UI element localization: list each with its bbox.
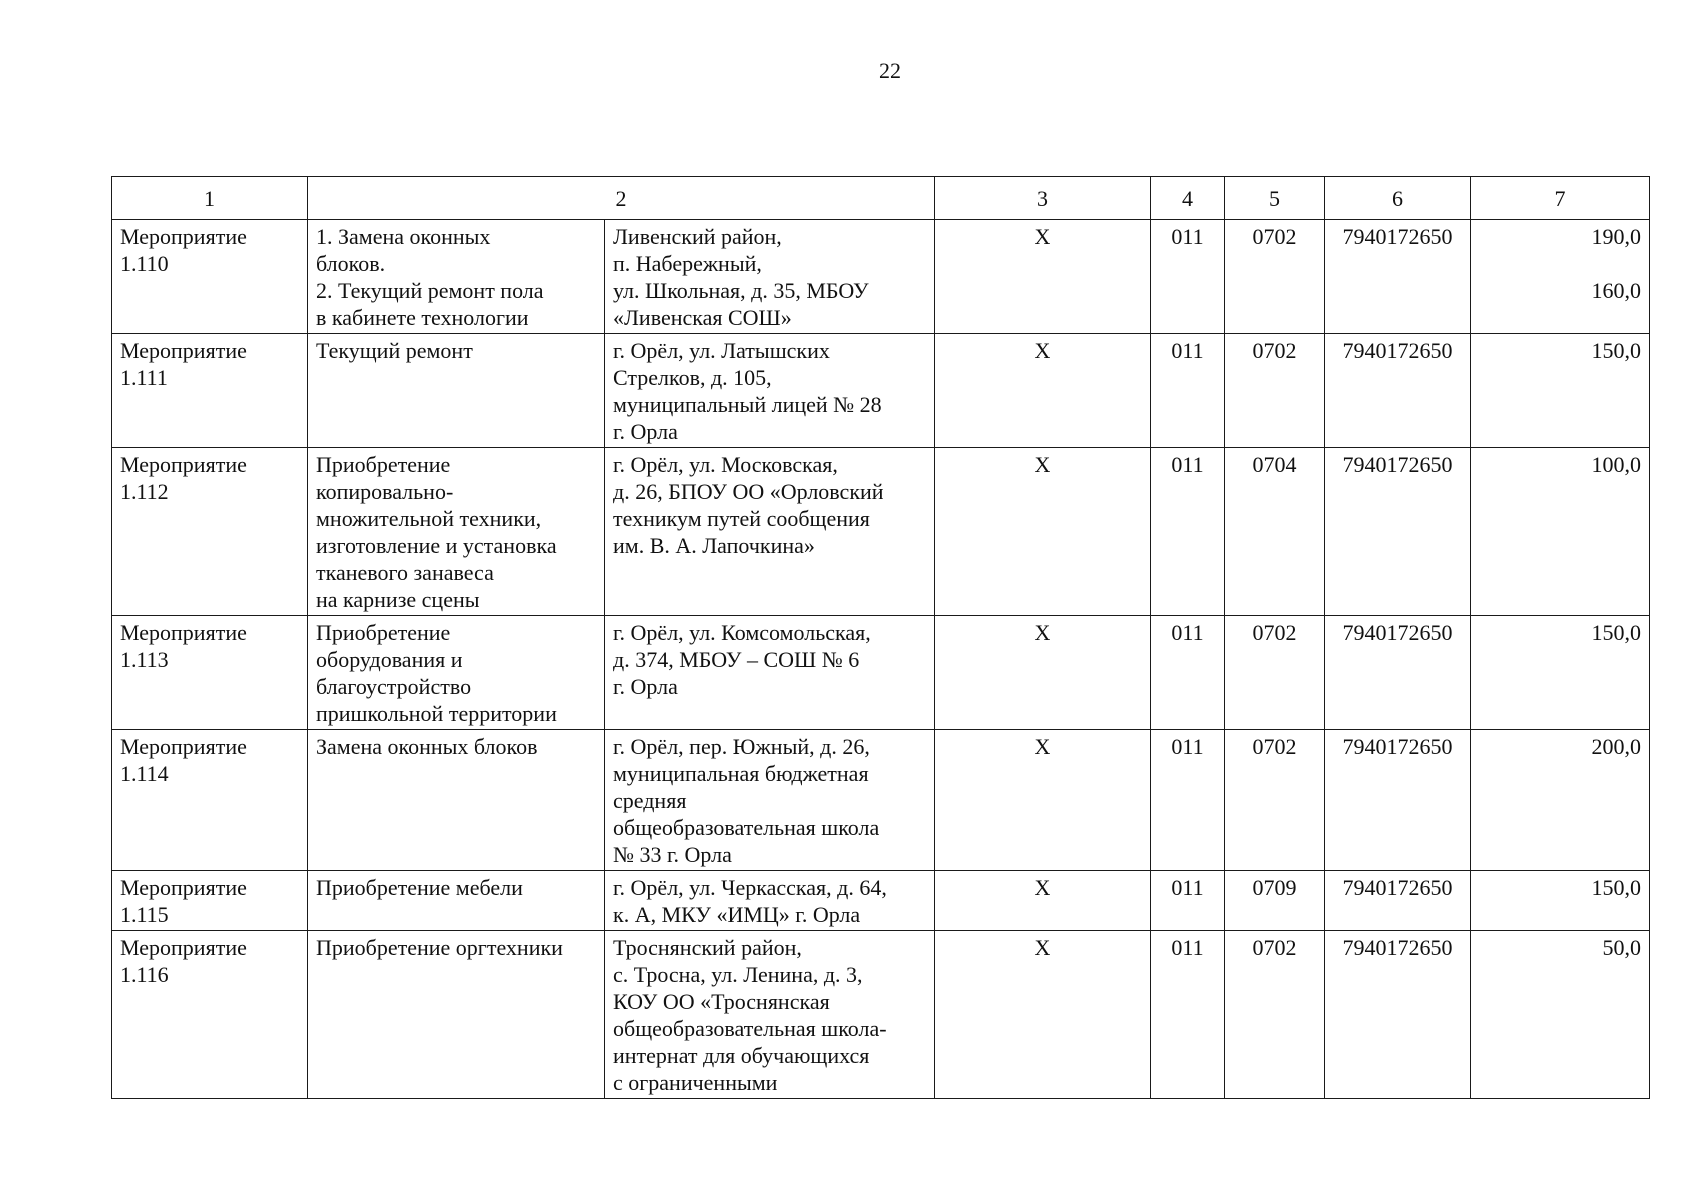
code-cell-4: 011 [1151,334,1225,448]
code-cell-4: 011 [1151,931,1225,1099]
code-cell-6: 7940172650 [1325,448,1471,616]
amount-value: 50,0 [1602,935,1641,960]
code-cell-5: 0702 [1225,616,1325,730]
amount-value: 150,0 [1591,620,1641,645]
x-cell: Х [935,448,1151,616]
amount-cell [1471,931,1650,1099]
work-cell: Замена оконных блоков [308,730,605,871]
code-cell-5: 0702 [1225,931,1325,1099]
amount-cell [1471,220,1650,334]
x-cell: Х [935,730,1151,871]
column-header-6: 6 [1325,177,1471,220]
x-cell: Х [935,871,1151,931]
amount-cell [1471,616,1650,730]
code-cell-6: 7940172650 [1325,871,1471,931]
address-cell: г. Орёл, ул. Московская, д. 26, БПОУ ОО «Орловский техникум путей сообщения им. В. А. Лапочкина» [605,448,935,616]
code-cell-5: 0702 [1225,334,1325,448]
table-row [112,448,1650,616]
x-cell: Х [935,931,1151,1099]
code-cell-5: 0702 [1225,730,1325,871]
event-cell: Мероприятие 1.116 [112,931,308,1099]
event-cell: Мероприятие 1.115 [112,871,308,931]
column-header-1: 1 [112,177,308,220]
table-row [112,220,1650,334]
amount-value: 190,0 [1591,224,1641,249]
code-cell-4: 011 [1151,448,1225,616]
column-header-5: 5 [1225,177,1325,220]
x-cell: Х [935,334,1151,448]
event-cell: Мероприятие 1.113 [112,616,308,730]
code-cell-4: 011 [1151,616,1225,730]
code-cell-4: 011 [1151,220,1225,334]
work-cell: Приобретение копировально- множительной техники, изготовление и установка тканевого занавеса на карнизе сцены [308,448,605,616]
event-cell: Мероприятие 1.112 [112,448,308,616]
table-row [112,730,1650,871]
work-cell: 1. Замена оконных блоков. 2. Текущий ремонт пола в кабинете технологии [308,220,605,334]
address-cell: г. Орёл, ул. Латышских Стрелков, д. 105, муниципальный лицей № 28 г. Орла [605,334,935,448]
event-cell: Мероприятие 1.114 [112,730,308,871]
code-cell-5: 0704 [1225,448,1325,616]
work-cell: Приобретение мебели [308,871,605,931]
column-header-3: 3 [935,177,1151,220]
column-header-2: 2 [308,177,935,220]
amount-value: 100,0 [1591,452,1641,477]
code-cell-6: 7940172650 [1325,730,1471,871]
header-row [112,177,1650,220]
code-cell-4: 011 [1151,871,1225,931]
table-row [112,871,1650,931]
amount-cell [1471,334,1650,448]
address-cell: г. Орёл, пер. Южный, д. 26, муниципальная бюджетная средняя общеобразовательная школа № 33 г. Орла [605,730,935,871]
work-cell: Приобретение оргтехники [308,931,605,1099]
code-cell-6: 7940172650 [1325,616,1471,730]
table-row [112,334,1650,448]
code-cell-5: 0709 [1225,871,1325,931]
amount-cell [1471,871,1650,931]
code-cell-5: 0702 [1225,220,1325,334]
amount-value: 160,0 [1591,278,1641,303]
x-cell: Х [935,220,1151,334]
address-cell: г. Орёл, ул. Комсомольская, д. 374, МБОУ – СОШ № 6 г. Орла [605,616,935,730]
table-row [112,931,1650,1099]
event-cell: Мероприятие 1.111 [112,334,308,448]
address-cell: Троснянский район, с. Тросна, ул. Ленина, д. 3, КОУ ОО «Троснянская общеобразовательная школа- интернат для обучающихся с ограниченными [605,931,935,1099]
column-header-4: 4 [1151,177,1225,220]
budget-table [111,176,1650,1099]
page-number: 22 [879,58,901,83]
amount-value: 150,0 [1591,338,1641,363]
code-cell-6: 7940172650 [1325,931,1471,1099]
x-cell: Х [935,616,1151,730]
amount-cell [1471,448,1650,616]
work-cell: Текущий ремонт [308,334,605,448]
amount-cell [1471,730,1650,871]
address-cell: Ливенский район, п. Набережный, ул. Школьная, д. 35, МБОУ «Ливенская СОШ» [605,220,935,334]
address-cell: г. Орёл, ул. Черкасская, д. 64, к. А, МКУ «ИМЦ» г. Орла [605,871,935,931]
code-cell-6: 7940172650 [1325,334,1471,448]
code-cell-6: 7940172650 [1325,220,1471,334]
table-row [112,616,1650,730]
amount-value: 200,0 [1591,734,1641,759]
column-header-7: 7 [1471,177,1650,220]
amount-value: 150,0 [1591,875,1641,900]
code-cell-4: 011 [1151,730,1225,871]
event-cell: Мероприятие 1.110 [112,220,308,334]
work-cell: Приобретение оборудования и благоустройство пришкольной территории [308,616,605,730]
